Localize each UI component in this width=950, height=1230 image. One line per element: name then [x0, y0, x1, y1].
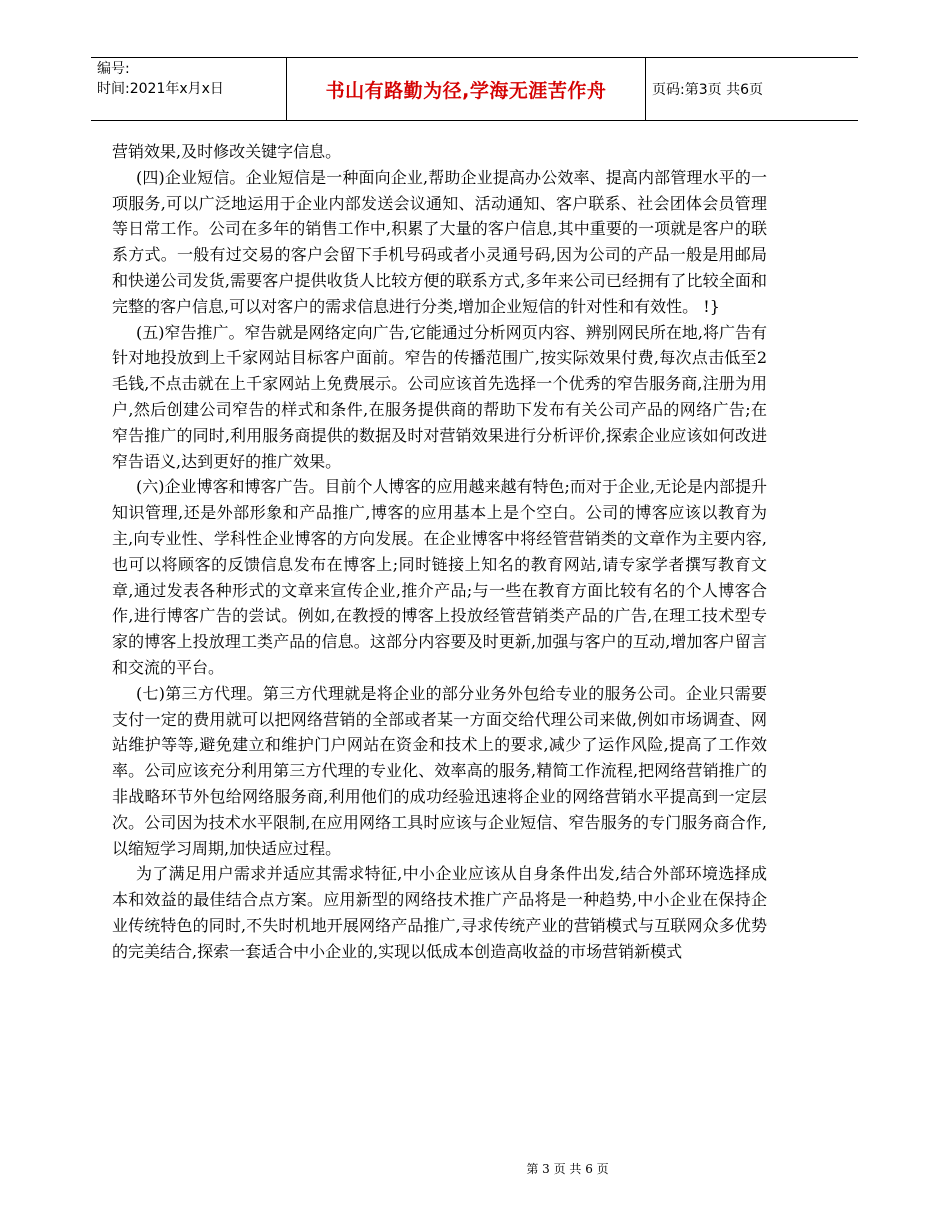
paragraph-continuation: 营销效果,及时修改关键字信息。: [112, 142, 342, 161]
document-body: [112, 139, 767, 965]
paragraph-narrow-ad: (五)窄告推广。窄告就是网络定向广告,它能通过分析网页内容、辨别网民所在地,将广告有针对地投放到上千家网站目标客户面前。窄告的传播范围广,按实际效果付费,每次点击低至2毛钱,不点击就在上千家网站上免费展示。公司应该首先选择一个优秀的窄告服务商,注册为用户,然后创建公司窄告的样式和条件,在服务提供商的帮助下发布有关公司产品的网络广告;在窄告推广的同时,利用服务商提供的数据及时对营销效果进行分析评价,探索企业应该如何改进窄告语义,达到更好的推广效果。: [112, 322, 767, 471]
document-number-label: 编号:: [97, 61, 130, 77]
header-info: [91, 58, 286, 120]
paragraph-third-party-agent: (七)第三方代理。第三方代理就是将企业的部分业务外包给专业的服务公司。企业只需要支付一定的费用就可以把网络营销的全部或者某一方面交给代理公司来做,例如市场调查、网站维护等等,避免建立和维护门户网站在资金和技术上的要求,减少了运作风险,提高了工作效率。公司应该充分利用第三方代理的专业化、效率高的服务,精简工作流程,把网络营销推广的非战略环节外包给网络服务商,利用他们的成功经验迅速将企业的网络营销水平提高到一定层次。公司因为技术水平限制,在应用网络工具时应该与企业短信、窄告服务的专门服务商合作,以缩短学习周期,加快适应过程。: [112, 683, 767, 858]
page-footer: 第 3 页 共 6 页: [526, 1162, 609, 1176]
header-page-number: 页码:第3页 共6页: [652, 82, 763, 98]
page-header: [91, 57, 858, 121]
header-motto: 书山有路勤为径,学海无涯苦作舟: [286, 58, 646, 120]
paragraph-enterprise-sms: (四)企业短信。企业短信是一种面向企业,帮助企业提高办公效率、提高内部管理水平的一项服务,可以广泛地运用于企业内部发送会议通知、活动通知、客户联系、社会团体会员管理等日常工作。公司在多年的销售工作中,积累了大量的客户信息,其中重要的一项就是客户的联系方式。一般有过交易的客户会留下手机号码或者小灵通号码,因为公司的产品一般是用邮局和快递公司发货,需要客户提供收货人比较方便的联系方式,多年来公司已经拥有了比较全面和完整的客户信息,可以对客户的需求信息进行分类,增加企业短信的针对性和有效性。 !}: [112, 167, 767, 316]
document-time-label: 时间:2021年x月x日: [97, 81, 224, 97]
paragraph-enterprise-blog: (六)企业博客和博客广告。目前个人博客的应用越来越有特色;而对于企业,无论是内部提升知识管理,还是外部形象和产品推广,博客的应用基本上是个空白。公司的博客应该以教育为主,向专业性、学科性企业博客的方向发展。在企业博客中将经管营销类的文章作为主要内容,也可以将顾客的反馈信息发布在博客上;同时链接上知名的教育网站,请专家学者撰写教育文章,通过发表各种形式的文章来宣传企业,推介产品;与一些在教育方面比较有名的个人博客合作,进行博客广告的尝试。例如,在教授的博客上投放经管营销类产品的广告,在理工技术型专家的博客上投放理工类产品的信息。这部分内容要及时更新,加强与客户的互动,增加客户留言和交流的平台。: [112, 477, 767, 677]
paragraph-conclusion: 为了满足用户需求并适应其需求特征,中小企业应该从自身条件出发,结合外部环境选择成本和效益的最佳结合点方案。应用新型的网络技术推广产品将是一种趋势,中小企业在保持企业传统特色的同时,不失时机地开展网络产品推广,寻求传统产业的营销模式与互联网众多优势的完美结合,探索一套适合中小企业的,实现以低成本创造高收益的市场营销新模式: [112, 864, 767, 961]
